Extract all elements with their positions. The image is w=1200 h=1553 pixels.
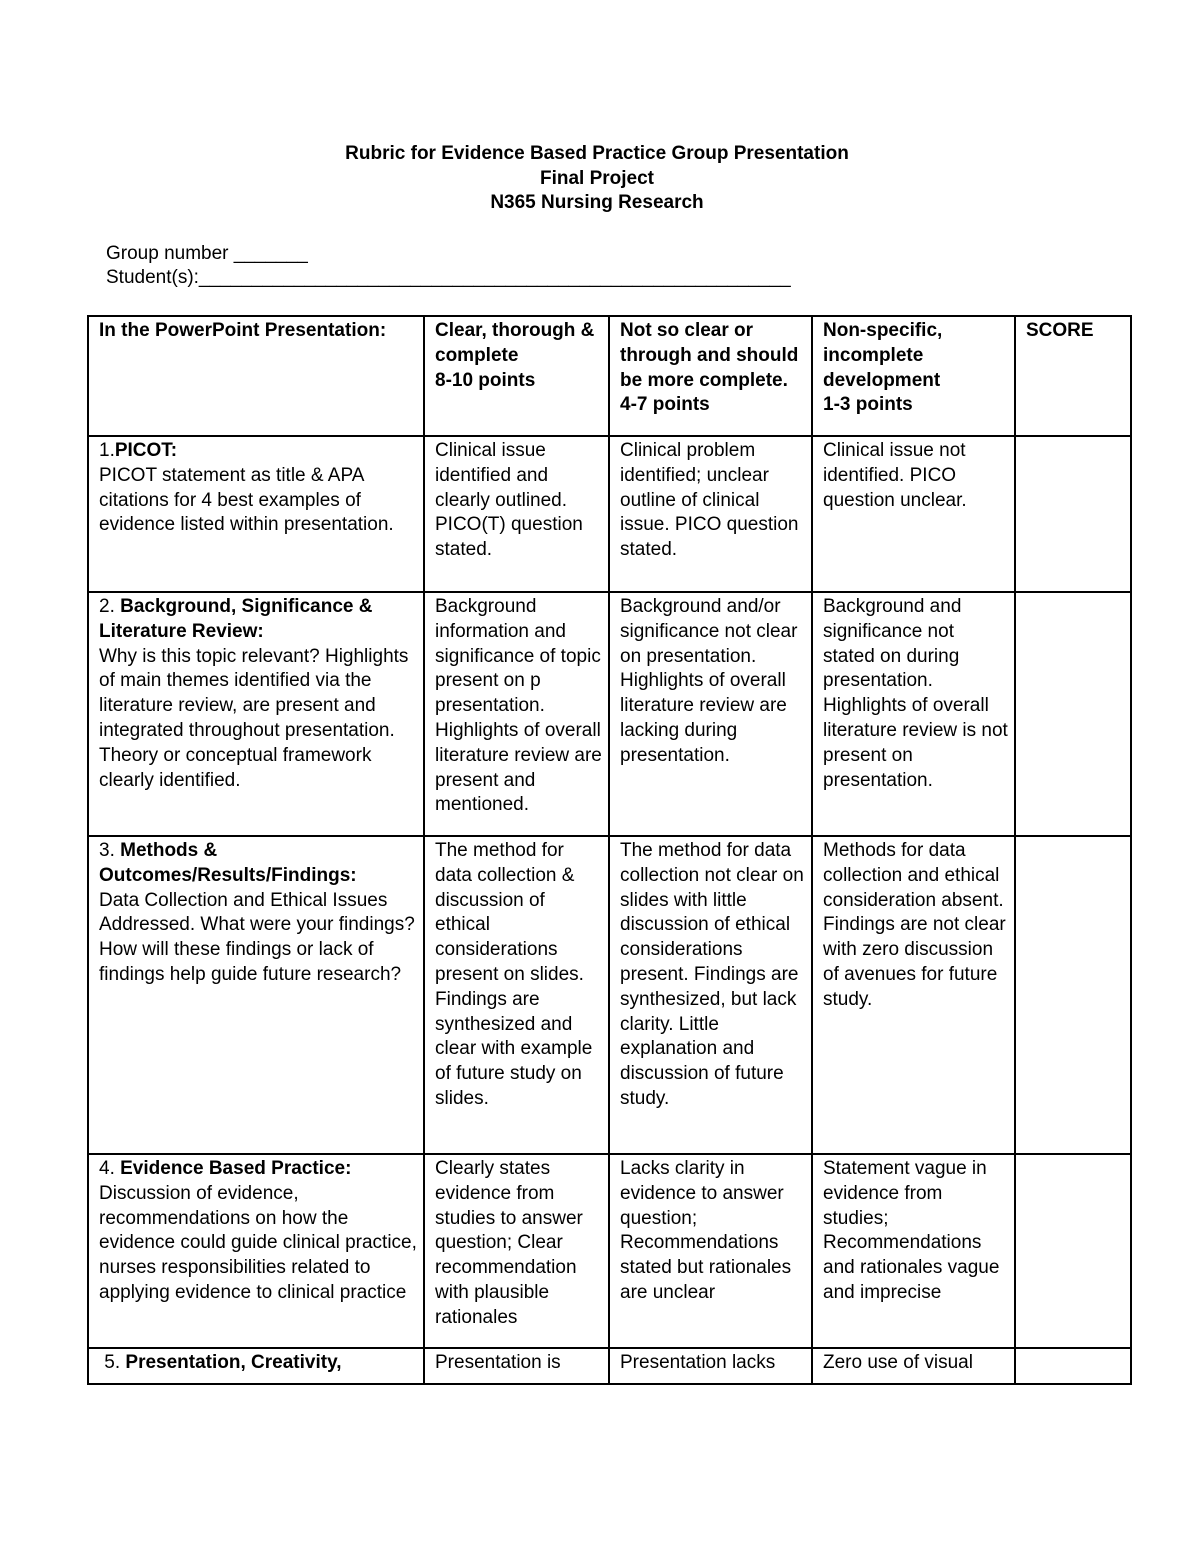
document-title: Rubric for Evidence Based Practice Group Presentation <box>345 143 849 164</box>
table-row <box>88 836 1131 1154</box>
header-not-clear: Not so clear or through and should be more complete. 4-7 points <box>609 316 812 436</box>
header-criteria: In the PowerPoint Presentation: <box>88 316 424 436</box>
score-cell[interactable] <box>1015 836 1131 1154</box>
clear-cell: The method for data collection & discussion of ethical considerations present on slides. Findings are synthesized and clear with example of future study on slides. <box>424 836 609 1154</box>
clear-cell: Background information and significance of topic present on p presentation. Highlights of overall literature review are present and mentioned. <box>424 592 609 836</box>
criteria-cell: 4. Evidence Based Practice: Discussion of evidence, recommendations on how the evidence could guide clinical practice, nurses responsibilities related to applying evidence to clinical practice <box>88 1154 424 1348</box>
criteria-cell: 5. Presentation, Creativity, <box>88 1348 424 1384</box>
non-specific-cell: Clinical issue not identified. PICO question unclear. <box>812 436 1015 592</box>
non-specific-cell: Zero use of visual <box>812 1348 1015 1384</box>
non-specific-cell: Background and significance not stated on during presentation. Highlights of overall literature review is not present on presentation. <box>812 592 1015 836</box>
course-name: N365 Nursing Research <box>490 192 704 213</box>
clear-cell: Clinical issue identified and clearly outlined. PICO(T) question stated. <box>424 436 609 592</box>
score-cell[interactable] <box>1015 1348 1131 1384</box>
header-non-specific: Non-specific, incomplete development 1-3 points <box>812 316 1015 436</box>
table-row <box>88 592 1131 836</box>
criteria-cell: 2. Background, Significance & Literature Review: Why is this topic relevant? Highlights of main themes identified via the literature review, are present and integrated throughout presentation. Theory or conceptual framework clearly identified. <box>88 592 424 836</box>
students-field: Student(s):________________________________________________________ <box>106 267 791 288</box>
non-specific-cell: Methods for data collection and ethical consideration absent. Findings are not clear with zero discussion of avenues for future study. <box>812 836 1015 1154</box>
table-row <box>88 1348 1131 1384</box>
score-cell[interactable] <box>1015 1154 1131 1348</box>
group-number-field: Group number _______ <box>106 243 308 264</box>
clear-cell: Clearly states evidence from studies to answer question; Clear recommendation with plausible rationales <box>424 1154 609 1348</box>
table-header-row <box>88 316 1131 436</box>
document-subtitle: Final Project <box>539 168 655 189</box>
non-specific-cell: Statement vague in evidence from studies; Recommendations and rationales vague and imprecise <box>812 1154 1015 1348</box>
rubric-table <box>87 315 1132 1385</box>
criteria-cell: 1.PICOT: PICOT statement as title & APA citations for 4 best examples of evidence listed within presentation. <box>88 436 424 592</box>
not-clear-cell: Background and/or significance not clear on presentation. Highlights of overall literature review are lacking during presentation. <box>609 592 812 836</box>
not-clear-cell: Lacks clarity in evidence to answer question; Recommendations stated but rationales are unclear <box>609 1154 812 1348</box>
header-clear: Clear, thorough & complete 8-10 points <box>424 316 609 436</box>
table-row <box>88 436 1131 592</box>
table-row <box>88 1154 1131 1348</box>
header-score: SCORE <box>1015 316 1131 436</box>
not-clear-cell: The method for data collection not clear on slides with little discussion of ethical considerations present. Findings are synthesized, but lack clarity. Little explanation and discussion of future study. <box>609 836 812 1154</box>
not-clear-cell: Presentation lacks <box>609 1348 812 1384</box>
score-cell[interactable] <box>1015 592 1131 836</box>
clear-cell: Presentation is <box>424 1348 609 1384</box>
score-cell[interactable] <box>1015 436 1131 592</box>
criteria-cell: 3. Methods & Outcomes/Results/Findings: Data Collection and Ethical Issues Addressed. What were your findings? How will these findings or lack of findings help guide future research? <box>88 836 424 1154</box>
not-clear-cell: Clinical problem identified; unclear outline of clinical issue. PICO question stated. <box>609 436 812 592</box>
